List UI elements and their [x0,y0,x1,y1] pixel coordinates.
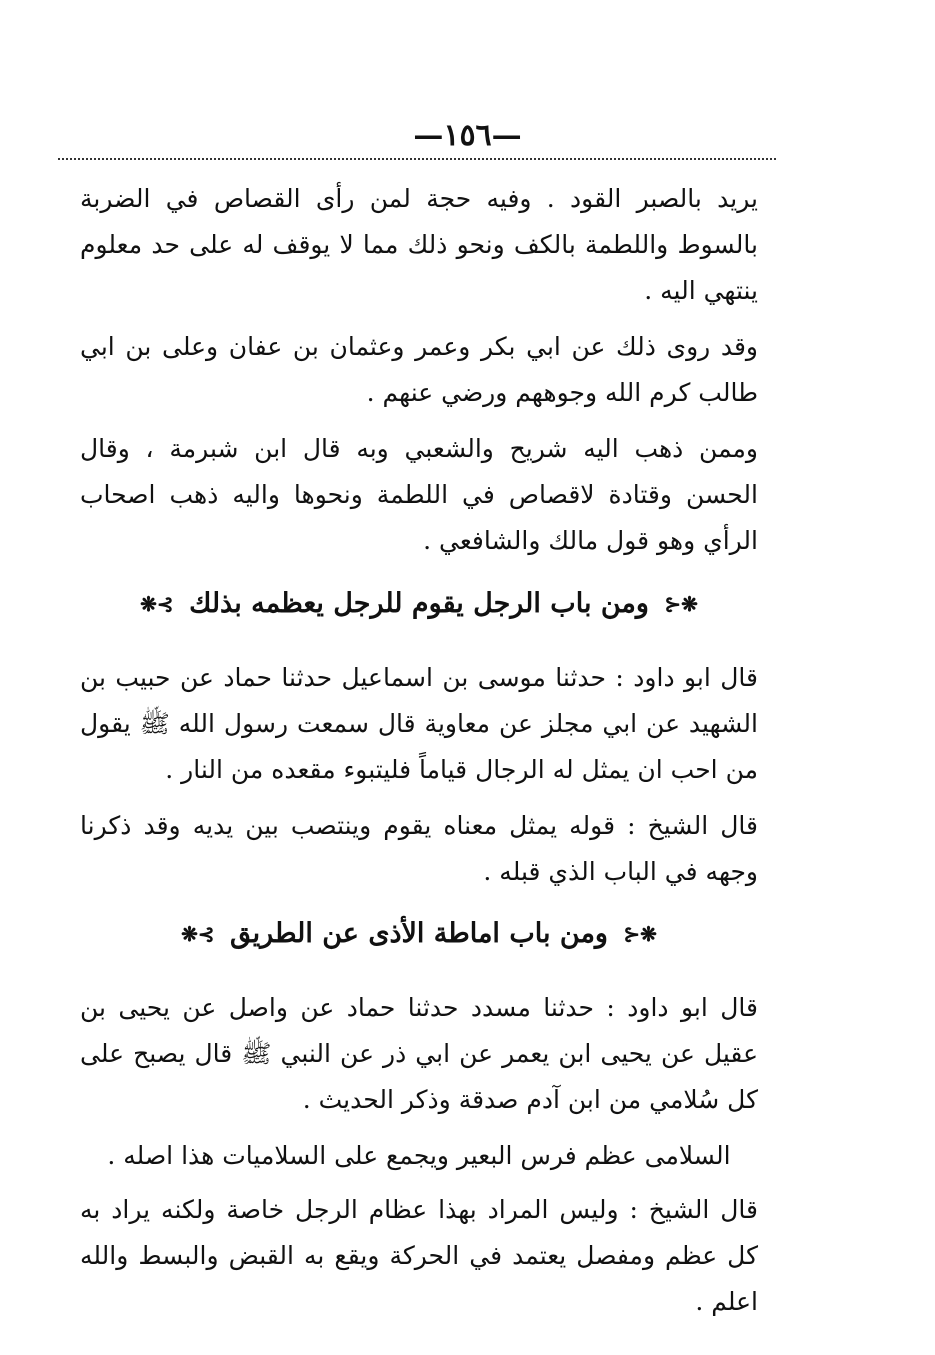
paragraph-hadith-standing: قال ابو داود : حدثنا موسى بن اسماعيل حدثنا حماد عن حبيب بن الشهيد عن ابي مجلز عن معاوية قال سمعت رسول الله ﷺ يقول من احب ان يمثل له الرجال قياماً فليتبوء مقعده من النار . [80,662,758,784]
paragraph-hadith-charity: قال ابو داود : حدثنا مسدد حدثنا حماد عن واصل عن يحيى بن عقيل عن يحيى ابن يعمر عن ابي ذر عن النبي ﷺ قال يصبح على كل سُلامي من ابن آدم صدقة وذكر الحديث . [80,993,758,1114]
section-heading-standing [80,580,758,627]
section-heading-removing-harm [80,911,758,958]
ornament-left-icon: ⊱❋ [140,591,174,616]
ornament-right-icon: ❋⊰ [664,591,698,616]
paragraph-sheikh-commentary-1: قال الشيخ : قوله يمثل معناه يقوم وينتصب بين يديه وقد ذكرنا وجهه في الباب الذي قبله . [80,810,758,886]
paragraph-sheikh-commentary-2: قال الشيخ : وليس المراد بهذا عظام الرجل خاصة ولكنه يراد به كل عظم ومفصل يعتمد في الحركة ويقع به القبض والبسط والله اعلم . [80,1195,758,1316]
ornament-left-icon: ⊱❋ [181,922,215,946]
page-number: —١٥٦— [413,118,522,153]
paragraph-sulama-definition: السلامى عظم فرس البعير ويجمع على السلاميات هذا اصله . [107,1141,731,1170]
paragraph-qisas-lashing: يريد بالصبر القود . وفيه حجة لمن رأى القصاص في الضربة بالسوط واللطمة بالكف ونحو ذلك مما لا يوقف له على حد معلوم ينتهي اليه . [80,184,758,305]
paragraph-narrators: وقد روى ذلك عن ابي بكر وعمر وعثمان بن عفان وعلى بن ابي طالب كرم الله وجوههم ورضي عنهم . [80,332,758,407]
header-rule [58,158,776,160]
section-heading-text: ومن باب الرجل يقوم للرجل يعظمه بذلك [189,587,649,619]
page-body [80,176,758,1335]
paragraph-scholars-opinion: وممن ذهب اليه شريح والشعبي وبه قال ابن شبرمة ، وقال الحسن وقتادة لاقصاص في اللطمة ونحوها واليه ذهب اصحاب الرأي وهو قول مالك والشافعي . [80,434,758,555]
section-heading-text: ومن باب اماطة الأذى عن الطريق [230,918,608,949]
ornament-right-icon: ❋⊰ [623,922,657,946]
